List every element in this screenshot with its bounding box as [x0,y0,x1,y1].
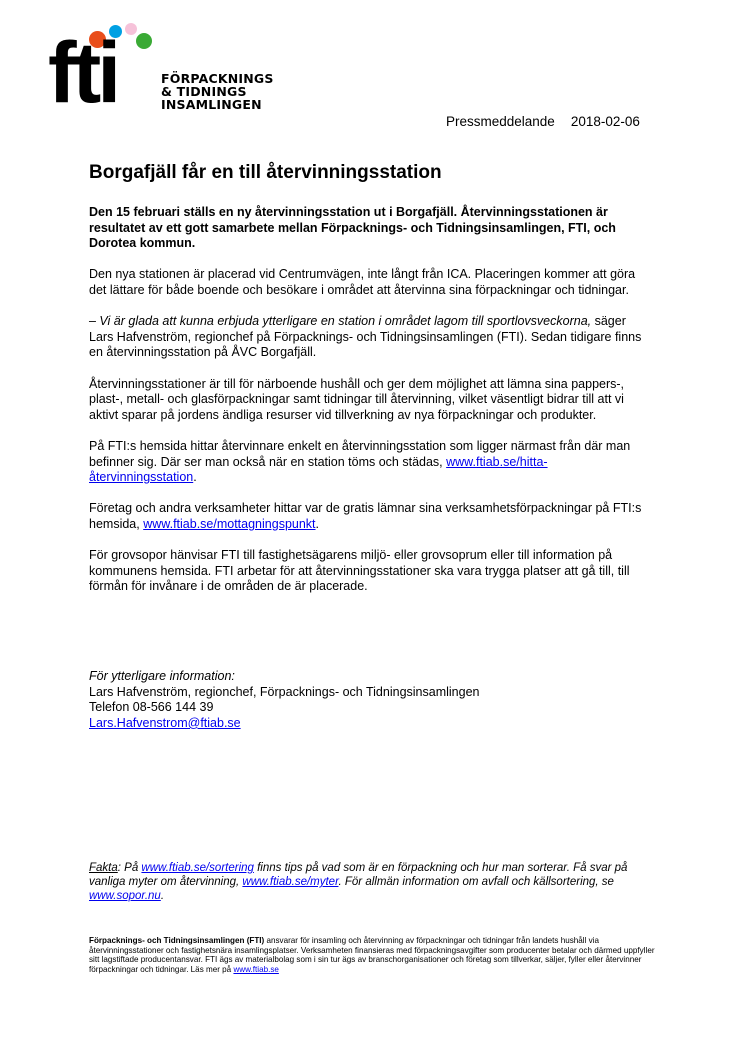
fakta-box: Fakta: På www.ftiab.se/sortering finns tips på vad som är en förpackning och hur man sorterar. Få svar på vanliga myter om återvinning, www.ftiab.se/myter. För allmän information om avfall och källsortering, se www.sopor.nu. [89,862,628,902]
press-release-body [89,162,649,610]
logo-line-2: & TIDNINGS [161,84,247,99]
businesses-end: . [315,516,320,531]
footer-org-name: Förpacknings- och Tidningsinsamlingen (FTI) [89,936,265,945]
paragraph-find-station [89,439,649,486]
paragraph-quote [89,314,649,361]
link-mottagningspunkt[interactable]: www.ftiab.se/mottagningspunkt [143,516,316,531]
fti-logo [48,22,288,122]
page-title: Borgafjäll får en till återvinningsstation [89,162,442,183]
document-date: 2018-02-06 [570,114,640,129]
contact-phone: Telefon 08-566 144 39 [89,700,214,715]
paragraph-businesses [89,501,649,532]
document-type: Pressmeddelande [446,114,555,129]
logo-dot-green [136,33,152,49]
logo-line-1: FÖRPACKNINGS [161,71,274,86]
footer-about [89,936,664,974]
contact-info [89,669,649,731]
footer-description: ansvarar för insamling och återvinning av förpackningar och tidningar från landets hushåll via återvinningsstationer och fastighetsnära insamlingsplatser. Verksamheten finansieras med förpackningsavgifter som producenter betalar och därmed uppfyller sitt lagstiftade producentansvar. FTI ägs av materialbolag som i sin tur ägs av branschorganisationer och företag som tillverkar, säljer, fyller eller återvinner förpackningar och tidningar. Läs mer på [89,936,655,974]
link-sopor[interactable]: www.sopor.nu [89,890,161,902]
logo-wordmark [161,72,274,111]
link-sortering[interactable]: www.ftiab.se/sortering [141,862,254,874]
businesses-text: Företag och andra verksamheter hittar var de gratis lämnar sina verksamhetsförpackningar på FTI:s hemsida, [89,501,642,531]
link-myter[interactable]: www.ftiab.se/myter [242,876,339,888]
contact-email-link[interactable]: Lars.Hafvenstrom@ftiab.se [89,715,241,730]
document-meta [446,114,640,129]
contact-heading: För ytterligare information: [89,669,235,683]
find-station-text: På FTI:s hemsida hittar återvinnare enkelt en återvinningsstation som ligger närmast från där man befinner sig. Där ser man också när en station töms och städas, [89,438,631,469]
footer-link-ftiab[interactable]: www.ftiab.se [233,964,279,974]
quote-attribution: säger Lars Hafvenström, regionchef på Förpacknings- och Tidningsinsamlingen (FTI). Sedan tidigare finns en återvinningsstation på ÅVC Borgafjäll. [89,314,642,360]
find-station-end: . [193,470,197,485]
paragraph-purpose: Återvinningsstationer är till för närboende hushåll och ger dem möjlighet att lämna sina pappers-, plast-, metall- och glasförpackningar samt tidningar till återvinning, vilket väsentligt bidrar till att vi aktivt sparar på jordens ändliga resurser vid tillverkning av nya förpackningar och produkter. [89,376,625,422]
paragraph-bulky-waste: För grovsopor hänvisar FTI till fastighetsägarens miljö- eller grovsoprum eller till information på kommunens hemsida. FTI arbetar för att återvinningsstationer ska vara trygga platser att gå till, till förmån för invånare i de områden de är placerade. [89,548,630,594]
logo-mark: fti [48,25,118,121]
link-hitta-atervinningsstation[interactable]: www.ftiab.se/hitta-återvinningsstation [89,454,548,485]
contact-name: Lars Hafvenström, regionchef, Förpacknings- och Tidningsinsamlingen [89,684,480,699]
quote-text: – Vi är glada att kunna erbjuda ytterligare en station i området lagom till sportlovsveckorna, [89,314,592,329]
logo-dot-pink [125,23,137,35]
lead-paragraph: Den 15 februari ställs en ny återvinningsstation ut i Borgafjäll. Återvinningsstationen är resultatet av ett gott samarbete mellan Förpacknings- och Tidningsinsamlingen, FTI, och Dorotea kommun. [89,205,616,251]
paragraph-location: Den nya stationen är placerad vid Centrumvägen, inte långt från ICA. Placeringen kommer att göra det lättare för både boende och besökare i området att återvinna sina förpackningar och tidningar. [89,267,636,297]
fakta-label: Fakta [89,862,118,874]
logo-line-3: INSAMLINGEN [161,97,262,112]
